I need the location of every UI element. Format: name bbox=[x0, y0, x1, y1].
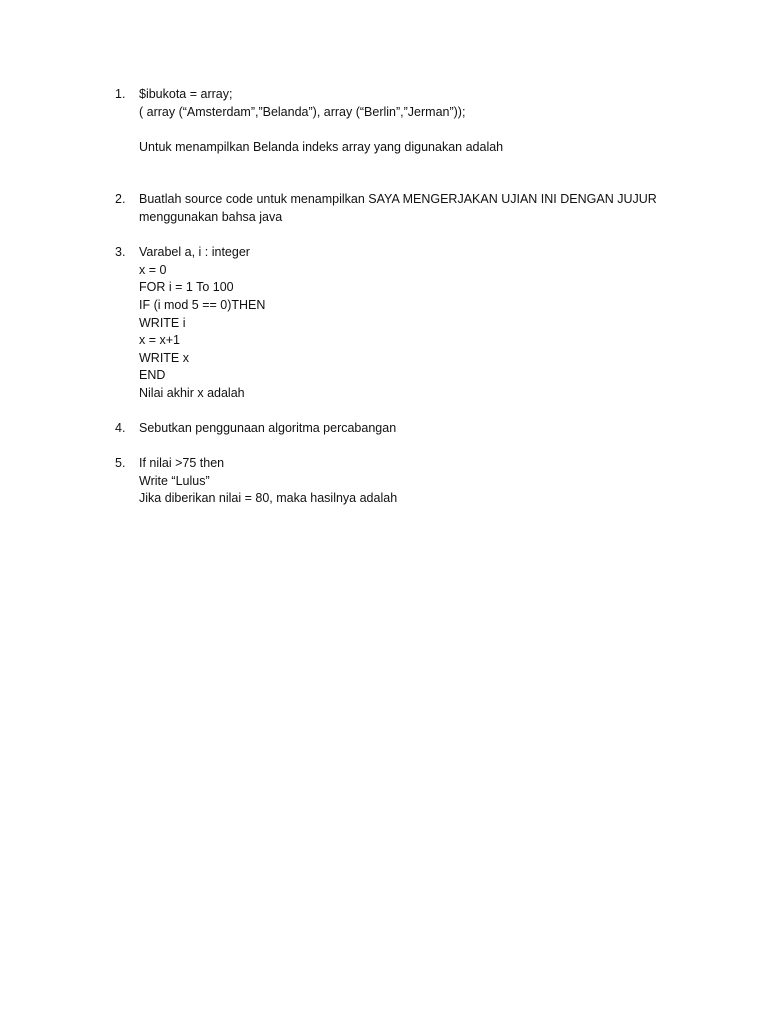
question-line: Sebutkan penggunaan algoritma percabangan bbox=[139, 421, 397, 436]
question-body bbox=[139, 86, 715, 156]
question-number: 4. bbox=[115, 421, 126, 436]
question-5 bbox=[115, 455, 715, 508]
question-line: Write “Lulus” bbox=[139, 473, 210, 488]
question-body bbox=[139, 455, 715, 508]
question-line: WRITE x bbox=[139, 350, 189, 365]
question-line: ( array (“Amsterdam”,”Belanda”), array (“Berlin”,”Jerman”)); bbox=[139, 104, 466, 119]
question-line: Nilai akhir x adalah bbox=[139, 385, 245, 400]
question-number: 3. bbox=[115, 245, 126, 260]
question-body bbox=[139, 420, 715, 438]
question-number: 5. bbox=[115, 456, 126, 471]
question-1 bbox=[115, 86, 715, 156]
question-line: x = 0 bbox=[139, 262, 167, 277]
question-line: FOR i = 1 To 100 bbox=[139, 280, 234, 295]
question-line: IF (i mod 5 == 0)THEN bbox=[139, 297, 266, 312]
question-number: 1. bbox=[115, 87, 126, 101]
question-body bbox=[139, 244, 715, 402]
question-line bbox=[139, 121, 715, 139]
question-4 bbox=[115, 420, 715, 438]
question-line: Jika diberikan nilai = 80, maka hasilnya adalah bbox=[139, 491, 398, 506]
question-2 bbox=[115, 191, 715, 226]
question-body bbox=[139, 191, 715, 226]
question-line: Varabel a, i : integer bbox=[139, 245, 250, 260]
question-line: Untuk menampilkan Belanda indeks array yang digunakan adalah bbox=[139, 139, 504, 154]
question-line: WRITE i bbox=[139, 315, 186, 330]
question-line: menggunakan bahsa java bbox=[139, 209, 283, 224]
question-line: If nilai >75 then bbox=[139, 456, 225, 471]
question-list bbox=[115, 86, 715, 508]
question-line: Buatlah source code untuk menampilkan SAYA MENGERJAKAN UJIAN INI DENGAN JUJUR bbox=[139, 192, 657, 207]
question-number: 2. bbox=[115, 192, 126, 207]
question-3 bbox=[115, 244, 715, 402]
question-line: $ibukota = array; bbox=[139, 87, 233, 101]
question-line: x = x+1 bbox=[139, 333, 180, 348]
question-line: END bbox=[139, 368, 166, 383]
